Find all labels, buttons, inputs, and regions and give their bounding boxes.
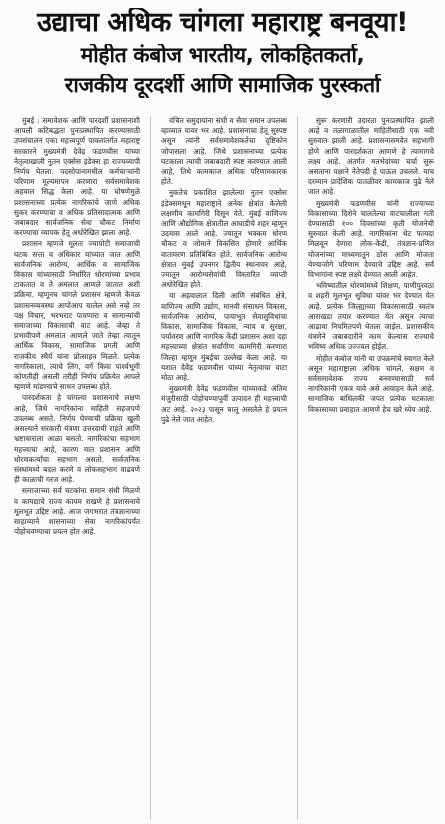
paragraph: पारदर्शकता हे चांगल्या प्रशासनाचे लक्षण आहे, जिथे नागरिकांना माहिती सहजपणे उपलब्ध असते. निर्णय घेण्याची प्रक्रिया खुली असल्याने सरकारी यंत्रणा उत्तरदायी राहते आणि भ्रष्टाचाराला आळा बसतो. नागरिकांचा सहभाग महत्त्वाचा आहे, कारण यात प्रशासन आणि धोरणकर्त्यांचा सहभाग असतो. सार्वजनिक संस्थांमध्ये बदल करणे व लोकसहभाग वाढवणे ही काळाची गरज आहे. [14,393,140,485]
paragraph: वंचित समुदायांना संधी व सेवा समान उपलब्ध व्हाव्यात यावर भर आहे. प्रशासनाचा हेतू सुस्पष्ट असून त्यांनी सर्वसमावेशकतेचा दृष्टिकोन जोपासला आहे. जिथे प्रशासनाच्या प्रत्येक घटकाला त्याची जबाबदारी स्पष्ट करण्यात आली आहे, तिथे कामकाज अधिक परिणामकारक होते. [161,116,287,187]
column-divider [150,116,151,820]
paragraph: समाजाच्या सर्व घटकांना समान संधी मिळणे व कायद्याचे राज्य कायम राखणे हे प्रशासनाचे मूलभूत उद्दिष्ट आहे. आज जगभरात तंत्रज्ञानाच्या साहाय्याने शासनाच्या सेवा नागरिकांपर्यंत पोहोचवण्याचा प्रयत्न होत आहे. [14,486,140,537]
paragraph: मुख्यमंत्री फडणवीस यांनी राज्याच्या विकासाच्या दिशेने चालतेल्या वाटचालीला गती देण्यासाठी १०० दिवसांच्या कृती योजनेची सुरुवात केली आहे. नागरिकांना थेट फायदा मिळवून देणारा लोक-केंद्री, तंत्रज्ञान-प्रणित योजनांच्या माध्यमातून ठोस आणि मोजता येण्याजोगे परिणाम देण्याचे उद्दिष्ट आहे. सर्व विभागांना स्पष्ट लक्ष्ये देण्यात आली आहेत. [308,198,434,280]
paragraph: सुरू करणारी उदारता पुनःप्रस्थापित झाली आहे व तळागाळातील माहितीसाठी एक नवी सुरुवात झाली आहे. प्रशासनासमवेत सहभागी होणे आणि पारदर्शकता आणणे हे त्यामागचे लक्ष्य आहे. अंतर्गत मतभेदांच्या चर्चा सुरू असताना पक्षाने नेतेपदी हे पाऊल उचलले. याच दरम्यान प्रादेशिक पातळीवर कामकाज पुढे नेले जात आहे. [308,116,434,197]
paragraph: मुख्यमंत्री देवेंद्र फडणवीस यांच्याकडे अंतिम मंजुरीसाठी पोहोचण्यापूर्वी उत्पादन ही महत्त्वाची अट आहे. २०२३ पासून चालू असलेले हे प्रयत्न पुढे नेले जात आहेत. [161,384,287,424]
paragraph: मोहीत कंबोज यांनी या उपक्रमांचे स्वागत केले असून महाराष्ट्राला अधिक चांगले, सक्षम व सर्वसमावेशक राज्य बनवण्यासाठी सर्व नागरिकांनी एकत्र यावे असे आवाहन केले आहे. सामाजिक बांधिलकी जपत प्रत्येक घटकाला विकासाच्या प्रवाहात आणणे हेच खरे ध्येय आहे. [308,353,434,414]
headline-line-3: राजकीय दूरदर्शी आणि सामाजिक पुरस्कर्ता [64,74,381,97]
article-column-1 [14,116,140,820]
headline-line-1: उद्याचा अधिक चांगला महाराष्ट्र बनवूया! [37,8,408,38]
article-column-2 [161,116,287,820]
paragraph: प्रशासन म्हणजे मूलतः ज्यापोटी समाजाची घटक सत्ता व अधिकार यांच्यात जात आणि सार्वजनिक आरोग्य, आर्थिक व सामाजिक विकास यांच्यासाठी निर्धारित धोरणांच्या प्रभाव टाकतात व ते अमलात आणले जातात अशी प्रक्रिया. म्हणूनच चांगले प्रशासन म्हणजे केवळ प्रशासनव्यवस्था आपोआप चालेल असे नव्हे तर पक्ष विचार, भरभराट पावणारा व सामान्यांची समाजाच्या विकासाची वाट आहे. जेव्हा ते प्रभावीपणे अमलात आणले जाते तेव्हा त्यातून आर्थिक विकास, सामाजिक प्रगती आणि राजकीय स्थैर्य यांना प्रोत्साहन मिळते. प्रत्येक नागरिकाला, त्याचे लिंग, वर्ग किंवा पार्श्वभूमी कोणतीही असली तरीही निर्णय प्रक्रियेत आपले म्हणणे मांडण्याचे साधन उपलब्ध होते. [14,239,140,392]
article-column-3 [308,116,434,820]
column-divider [297,116,298,820]
paragraph: भविष्यातील धोरणांमध्ये शिक्षण, पाणीपुरवठा व शहरी मूलभूत सुविधा यांवर भर देण्यात येत आहे. प्रत्येक जिल्ह्याच्या विकासासाठी स्वतंत्र आराखडा तयार करण्यात येत असून त्याचा आढावा नियमितपणे घेतला जाईल. प्रशासकीय यंत्रणेने जबाबदारीने काम केल्यास राज्याचे भविष्य अधिक उज्ज्वल होईल. [308,281,434,352]
article-body [14,116,434,820]
paragraph: नुकतेच प्रकाशित झालेल्या नुतन एक्सेस इंडेक्समधून महाराष्ट्राने अनेक क्षेत्रांत केलेली लक्षणीय कामगिरी दिसून येते. मुंबई वाणिज्य आणि औद्योगिक क्षेत्रातील आघाडीचे शहर म्हणून उदयास आले आहे. ज्यातून भक्कम धोरण चौकट व जोमाने विकसित होणारे आर्थिक वातावरण प्रतिबिंबित होते. सार्वजनिक आरोग्य क्षेत्रात मुंबई उपनगर द्वितीय स्थानावर आहे, ज्यातून आरोग्यसेवांची विस्तारित व्याप्ती अधोरेखित होते. [161,188,287,290]
paragraph: या अहवालात दिली आणि संबंधित क्षेत्रे, वाणिज्य आणि उद्योग, मानवी संसाधन विकास, सार्वजनिक आरोग्य, पायाभूत सेवासुविधांचा विकास, सामाजिक विकास, न्याय व सुरक्षा, पर्यावरण आणि नागरिक केंद्री प्रशासन अशा दहा महत्त्वाच्या क्षेत्रांत सर्वांगीण कामगिरी करणारा जिल्हा म्हणून मुंबईचा उल्लेख केला आहे. या यशात देवेंद्र फडणवीस यांच्या नेतृत्वाचा वाटा मोठा आहे. [161,291,287,383]
paragraph: मुंबई : समावेशक आणि पारदर्शी प्रशासनाशी आपली कटिबद्धता पुनःप्रस्थापित करण्यासाठी उपसंचालन एका महत्त्वपूर्ण पावलांतर्गत महाराष्ट्र सरकारने मुख्यमंत्री देवेंद्र फडणवीस यांच्या नेतृत्वाखाली नुतन एक्सेस इंडेक्स हा राज्यव्यापी निर्णय घेतला. पदसोपानामधील कर्मचाऱ्यांनी परिणाम मूल्यमापन करणारा सर्वसमावेशक अहवाल सिद्ध केला आहे. या घोषणेमुळे प्रशासनाच्या प्रत्येक नागरिकांचे जाणे अधिक सुकर करण्याचा व अधिक प्रतिसादात्मक आणि जबाबदार सार्वजनिक सेवा चौकट निर्माण करण्याचा व्यापक हेतू अधोरेखित झाला आहे. [14,116,140,238]
headline-line-2: मोहीत कंबोज भारतीय, लोकहितकर्ता, [80,44,365,67]
